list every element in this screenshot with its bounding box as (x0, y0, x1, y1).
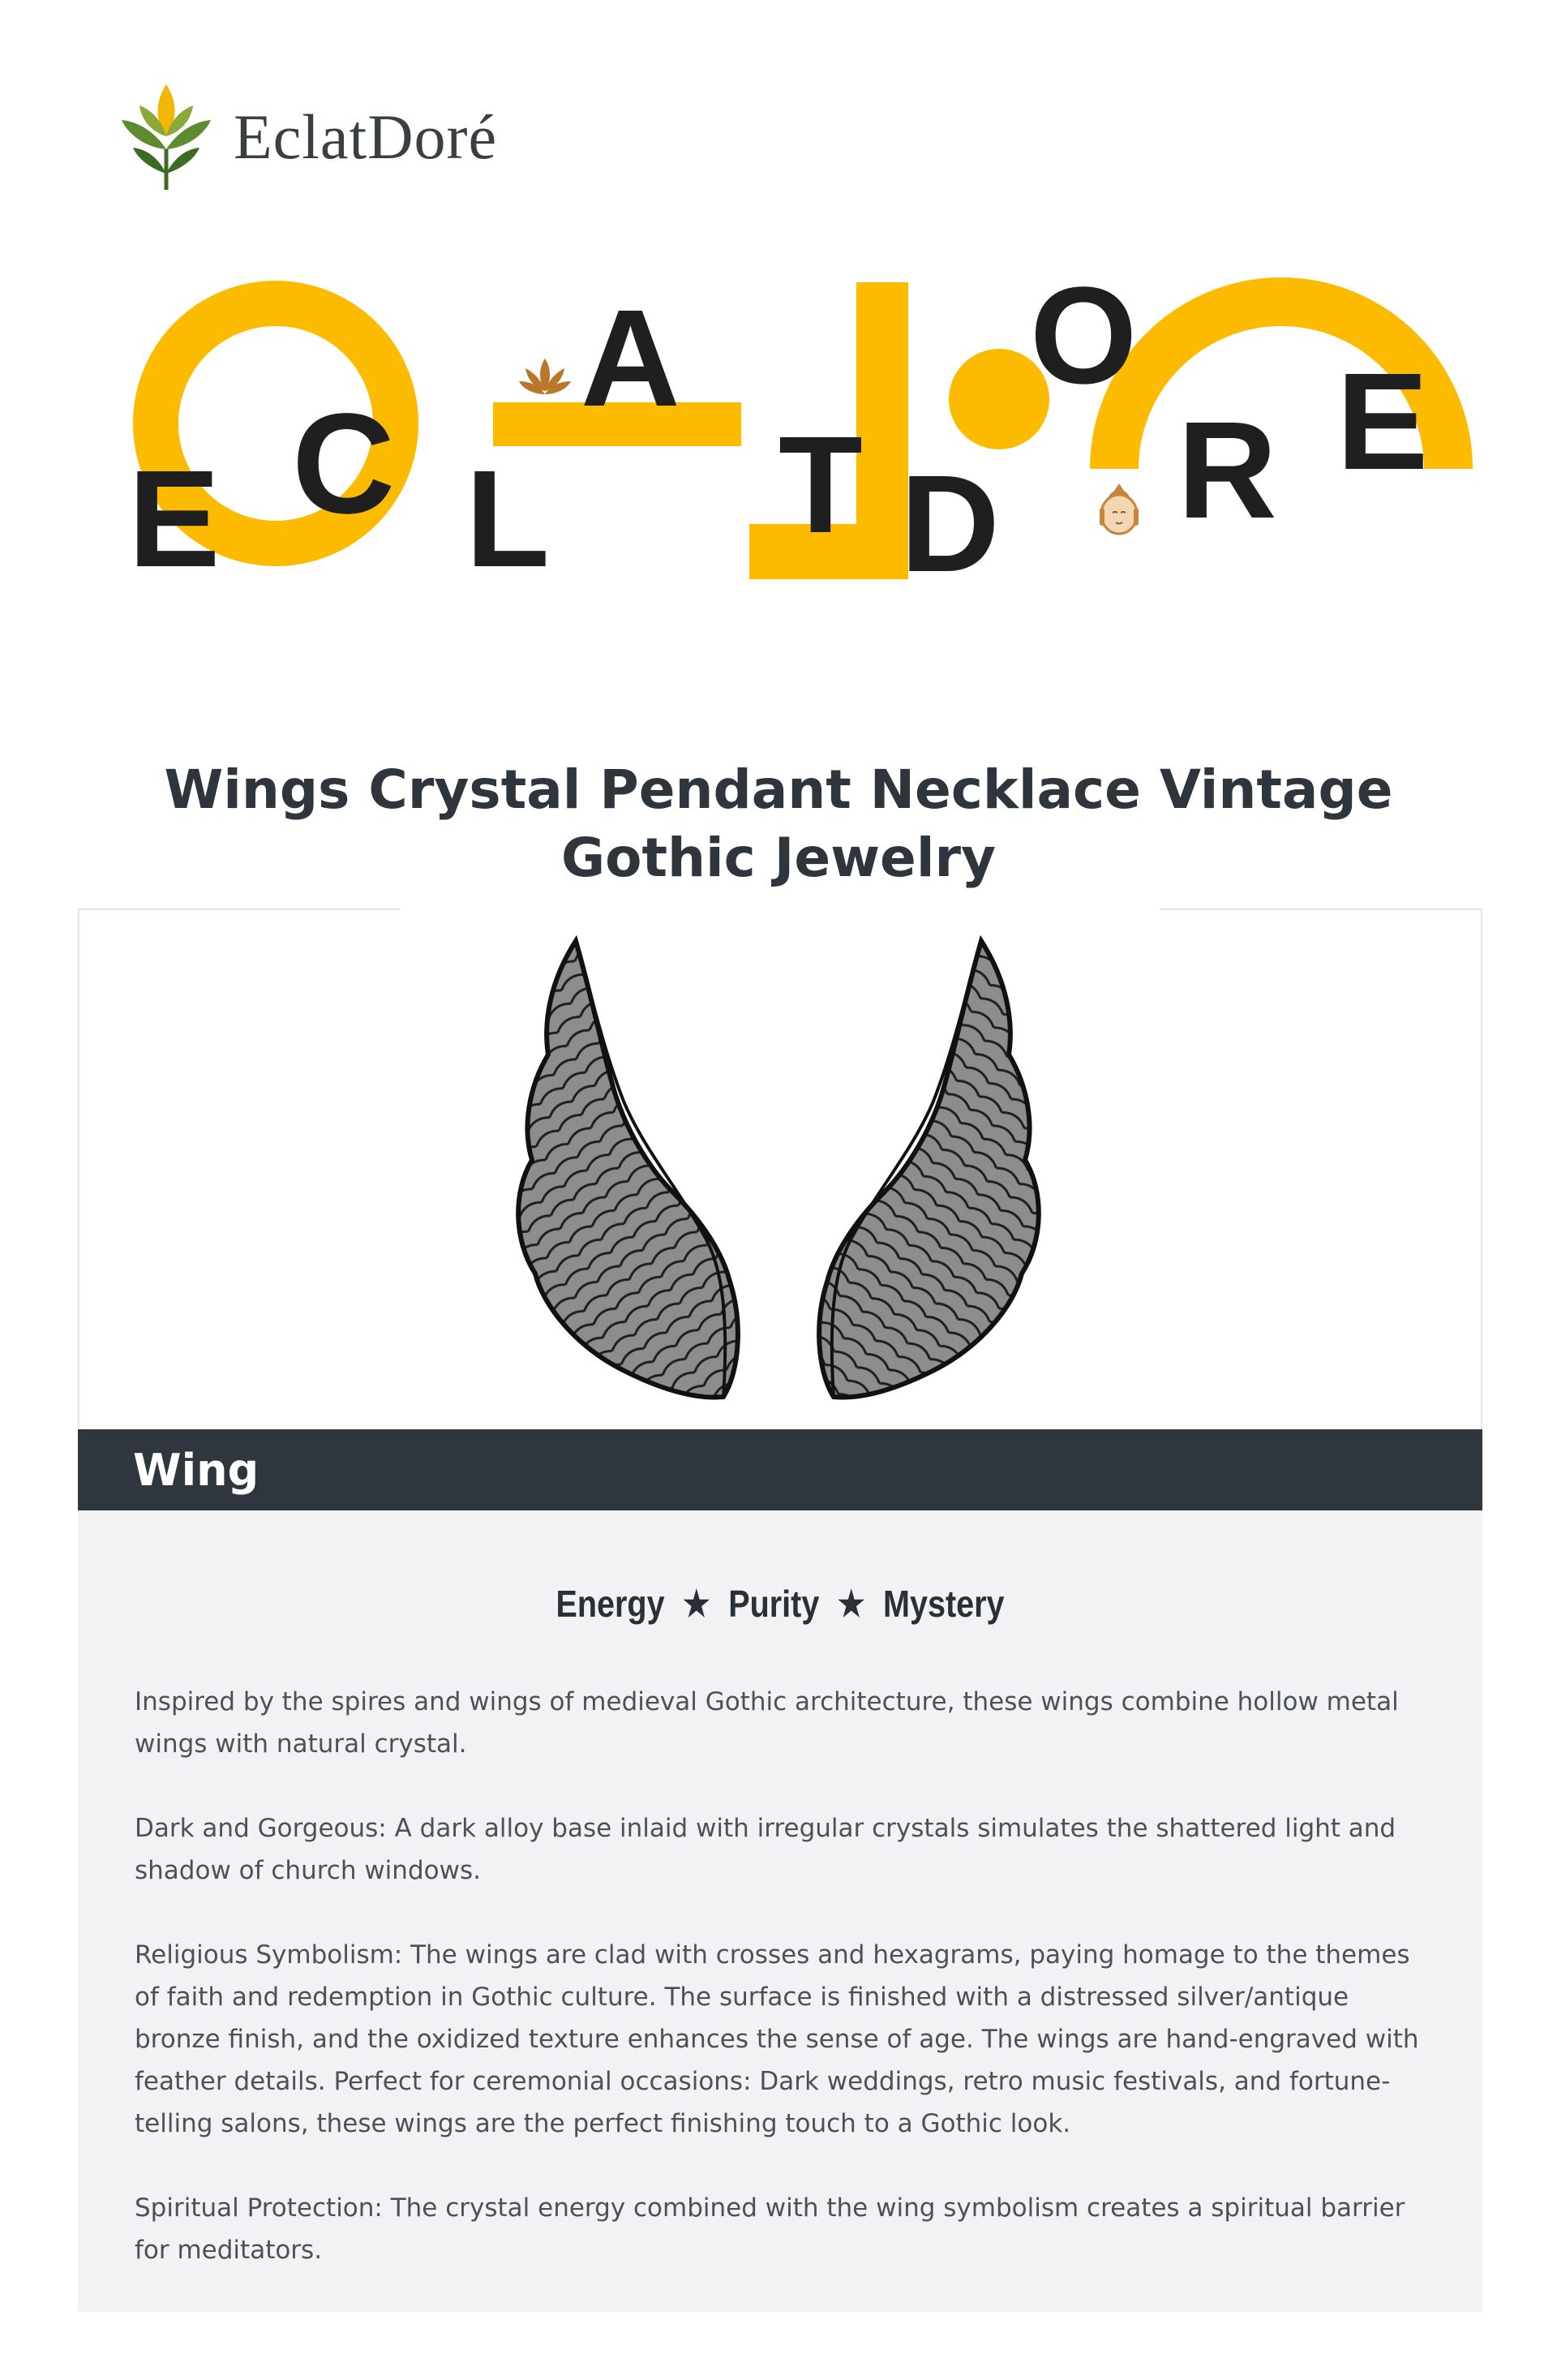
hero-wordmark (0, 260, 1557, 600)
brand-name: EclatDoré (234, 101, 498, 172)
lotus-icon (519, 359, 571, 394)
description-text (135, 1681, 1432, 2313)
keyword-tagline (176, 1582, 1384, 1626)
right-wing-shape (819, 941, 1039, 1398)
hero-letter-l: L (465, 442, 550, 596)
description-paragraph: Religious Symbolism: The wings are clad with crosses and hexagrams, paying homage to the themes of faith and redemption in Gothic culture. The surface is finished with a distressed silver/antique bronze finish, and the oxidized texture enhances the sense of age. The wings are hand-engraved with feather details. Perfect for ceremonial occasions: Dark weddings, retro music festivals, and fortune-telling salons, these wings are the perfect finishing touch to a Gothic look. (135, 1940, 1419, 2138)
star-icon: ★ (837, 1583, 865, 1624)
hero-letter-t: T (778, 408, 863, 562)
description-panel (78, 1510, 1482, 2312)
lotus-logo-icon (114, 78, 219, 196)
keyword-purity: Purity (728, 1583, 820, 1625)
wings-icon (454, 933, 1103, 1420)
buddha-icon (1100, 483, 1139, 534)
section-heading: Wing (133, 1444, 260, 1496)
description-paragraph: Dark and Gorgeous: A dark alloy base inlaid with irregular crystals simulates the shattered light and shadow of church windows. (135, 1814, 1396, 1885)
description-paragraph: Inspired by the spires and wings of medieval Gothic architecture, these wings combine hollow metal wings with natural crystal. (135, 1687, 1399, 1759)
left-wing-shape (518, 941, 738, 1398)
hero-banner (0, 260, 1557, 600)
star-icon: ★ (682, 1583, 710, 1624)
section-header-band (78, 1429, 1482, 1510)
product-title: Wings Crystal Pendant Necklace Vintage Gothic Jewelry (164, 758, 1393, 890)
card-top-gap (401, 904, 1160, 915)
description-paragraph: Spiritual Protection: The crystal energy combined with the wing symbolism creates a spiritual barrier for meditators. (135, 2193, 1405, 2265)
hero-letter-a: A (581, 281, 680, 436)
keyword-energy: Energy (555, 1583, 665, 1625)
brand-logo[interactable] (114, 78, 497, 196)
keyword-mystery: Mystery (882, 1583, 1005, 1625)
hero-letter-e1: E (128, 442, 221, 596)
hero-letter-e2: E (1336, 345, 1429, 499)
hero-letter-o: O (1030, 260, 1138, 413)
hero-letter-c: C (292, 384, 396, 543)
hero-letter-d: D (900, 447, 1000, 600)
hero-letter-r: R (1177, 393, 1277, 548)
